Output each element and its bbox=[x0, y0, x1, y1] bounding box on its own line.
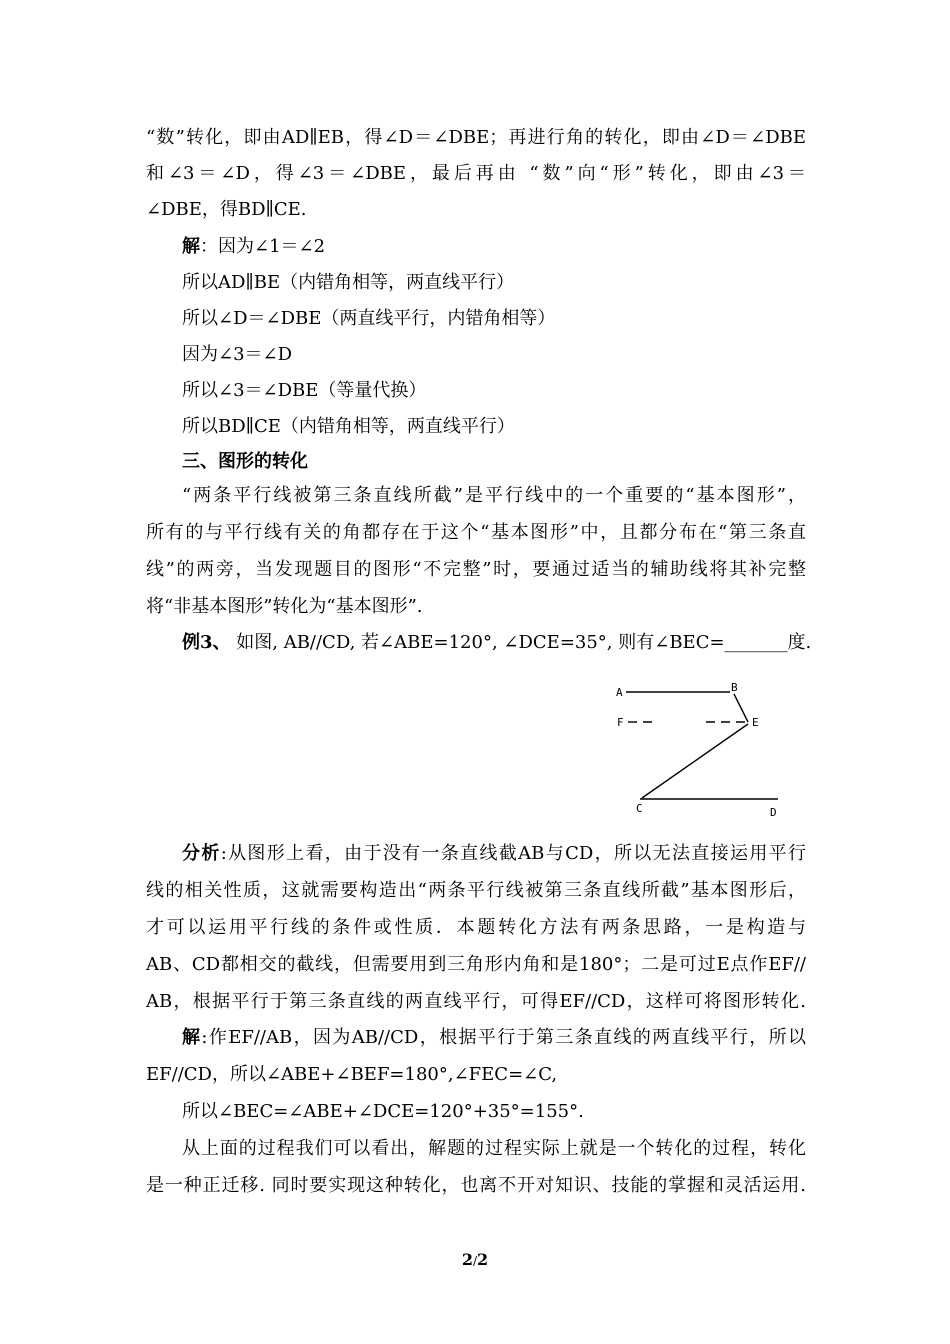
analysis2-line-3: ∠DBE，得BD∥CE. bbox=[146, 199, 307, 220]
page-total: 2 bbox=[477, 1250, 489, 1269]
solution2-label: 解 bbox=[182, 236, 200, 257]
analysis3-line-1 bbox=[182, 842, 806, 866]
example3-sep: 、 bbox=[212, 632, 231, 653]
geometry-figure bbox=[610, 678, 785, 823]
page-separator: / bbox=[472, 1254, 478, 1268]
intro-line-3: 线”的两旁，当发现题目的图形“不完整”时，要通过适当的辅助线将其补完整 bbox=[146, 559, 806, 580]
solution3-text-1: :作EF//AB，因为AB//CD，根据平行于第三条直线的两直线平行，所以 bbox=[201, 1027, 807, 1048]
label-a: A bbox=[616, 686, 623, 699]
intro-line-4: 将“非基本图形”转化为“基本图形”. bbox=[146, 596, 423, 617]
analysis2-line-2: 和∠3＝∠D，得∠3＝∠DBE，最后再由 “数”向“形”转化，即由∠3＝ bbox=[146, 163, 806, 184]
analysis3-text-1: :从图形上看，由于没有一条直线截AB与CD，所以无法直接运用平行 bbox=[220, 843, 807, 864]
solution3-label: 解 bbox=[182, 1027, 202, 1048]
analysis3-line-3: 才可以运用平行线的条件或性质．本题转化方法有两条思路，一是构造与 bbox=[146, 917, 806, 938]
solution2-first-text: ：因为∠1＝∠2 bbox=[200, 236, 326, 257]
analysis3-label: 分析 bbox=[182, 843, 221, 864]
solution2-first-line bbox=[182, 235, 325, 259]
solution3-line-2: EF//CD，所以∠ABE+∠BEF=180°,∠FEC=∠C, bbox=[146, 1064, 558, 1085]
label-d: D bbox=[770, 806, 777, 819]
analysis3-line-5: AB，根据平行于第三条直线的两直线平行，可得EF//CD，这样可将图形转化. bbox=[146, 991, 806, 1012]
label-f: F bbox=[617, 716, 624, 729]
segment-ec bbox=[642, 724, 748, 798]
example3-line bbox=[182, 631, 811, 655]
section3-heading: 三、图形的转化 bbox=[182, 451, 308, 472]
page-current: 2 bbox=[461, 1250, 473, 1269]
intro-line-2: 所有的与平行线有关的角都存在于这个“基本图形”中，且都分布在“第三条直 bbox=[146, 522, 806, 543]
page-number bbox=[0, 1250, 950, 1271]
example3-label: 例3 bbox=[182, 632, 213, 653]
solution2-step-5: 所以BD∥CE（内错角相等，两直线平行） bbox=[182, 416, 515, 437]
analysis3-line-2: 线的相关性质，这就需要构造出“两条平行线被第三条直线所截”基本图形后， bbox=[146, 880, 806, 901]
label-e: E bbox=[752, 716, 759, 729]
label-b: B bbox=[731, 681, 738, 694]
label-c: C bbox=[636, 802, 643, 815]
solution2-step-1: 所以AD∥BE（内错角相等，两直线平行） bbox=[182, 272, 515, 293]
intro-line-1: “两条平行线被第三条直线所截”是平行线中的一个重要的“基本图形”， bbox=[182, 485, 806, 506]
solution3-line-1 bbox=[182, 1026, 806, 1050]
segment-be bbox=[734, 694, 748, 722]
example3-text: 如图, AB//CD, 若∠ABE=120°, ∠DCE=35°, 则有∠BEC=_______度. bbox=[230, 632, 812, 653]
analysis3-line-4: AB、CD都相交的截线，但需要用到三角形内角和是180°；二是可过E点作EF// bbox=[146, 954, 806, 975]
analysis2-line-1: “数”转化，即由AD∥EB，得∠D＝∠DBE；再进行角的转化，即由∠D＝∠DBE bbox=[146, 127, 806, 148]
solution2-step-3: 因为∠3＝∠D bbox=[182, 344, 293, 365]
solution3-line-3: 所以∠BEC=∠ABE+∠DCE=120°+35°=155°. bbox=[182, 1101, 584, 1122]
solution2-step-2: 所以∠D＝∠DBE（两直线平行，内错角相等） bbox=[182, 308, 556, 329]
conclusion-line-1: 从上面的过程我们可以看出，解题的过程实际上就是一个转化的过程，转化 bbox=[182, 1138, 806, 1159]
solution2-step-4: 所以∠3＝∠DBE（等量代换） bbox=[182, 380, 427, 401]
conclusion-line-2: 是一种正迁移. 同时要实现这种转化，也离不开对知识、技能的掌握和灵活运用. bbox=[146, 1175, 806, 1196]
geometry-figure-svg bbox=[610, 678, 785, 823]
